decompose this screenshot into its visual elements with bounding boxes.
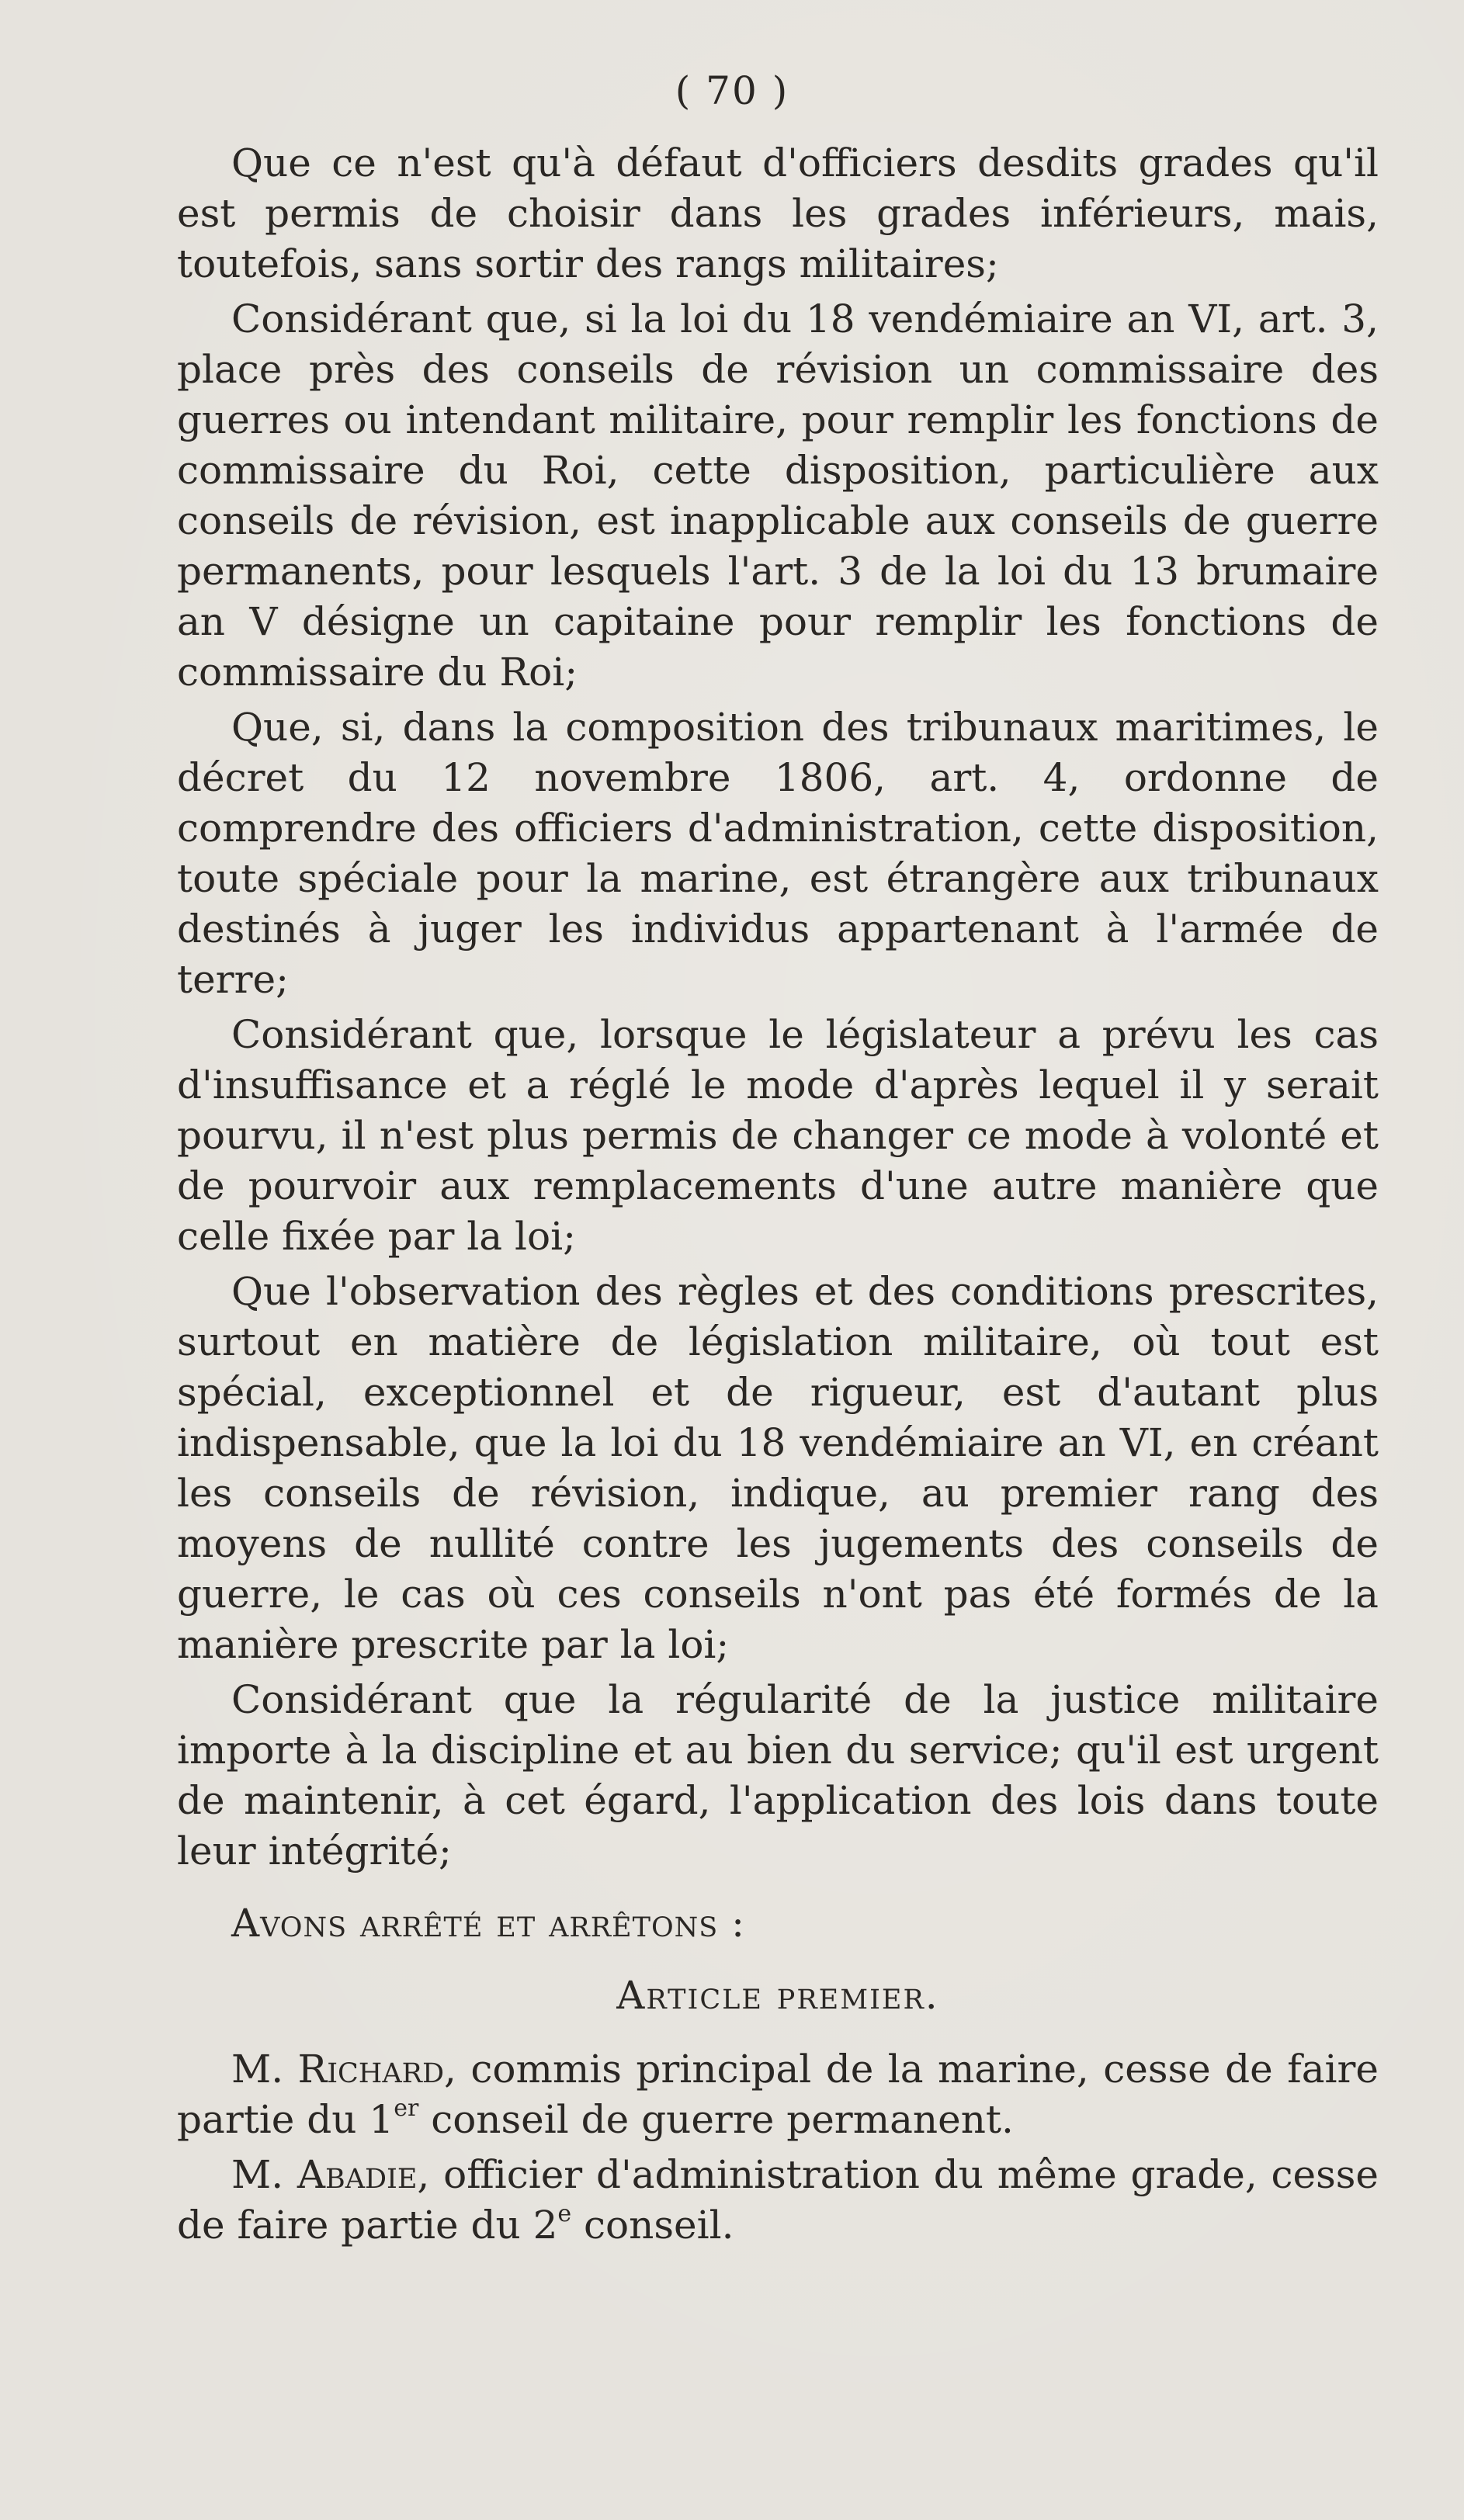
article-text: conseil. (571, 2203, 734, 2248)
person-name: Abadie (297, 2152, 418, 2197)
ordinal-superscript: er (394, 2095, 419, 2122)
paragraph: Considérant que, si la loi du 18 vendémiaire an VI, art. 3, place près des conseils de révision un commissaire des guerres ou intendant militaire, pour remplir les fonctions de commissaire du Roi, cette disposition, particulière aux conseils de révision, est inapplicable aux conseils de guerre permanents, pour lesquels l'art. 3 de la loi du 13 brumaire an V désigne un capitaine pour remplir les fonctions de commissaire du Roi; (177, 296, 1379, 695)
article-text: , commis principal de la marine, cesse de faire partie du 1 (177, 2047, 1379, 2142)
decree-formula: Avons arrêté et arrêtons : (231, 1901, 745, 1946)
paragraph: Considérant que la régularité de la justice militaire importe à la discipline et au bien du service; qu'il est urgent de maintenir, à cet égard, l'application des lois dans toute leur intégrité; (177, 1677, 1379, 1874)
body-text (177, 138, 1379, 2255)
paragraph: Que, si, dans la composition des tribunaux maritimes, le décret du 12 novembre 1806, art. 4, ordonne de comprendre des officiers d'administration, cette disposition, toute spéciale pour la marine, est étrangère aux tribunaux destinés à juger les individus appartenant à l'armée de terre; (177, 705, 1379, 1002)
article-text: , officier d'administration du même grade, cesse de faire partie du 2 (177, 2152, 1379, 2248)
person-name: Richard (297, 2047, 445, 2092)
ordinal-superscript: e (557, 2200, 572, 2227)
paragraph: Considérant que, lorsque le législateur a prévu les cas d'insuffisance et a réglé le mode d'après lequel il y serait pourvu, il n'est plus permis de changer ce mode à volonté et de pourvoir aux remplacements d'une autre manière que celle fixée par la loi; (177, 1012, 1379, 1259)
article-heading: Article premier. (616, 1973, 939, 2018)
article-prefix: M. (231, 2152, 284, 2197)
article-paragraph (177, 2044, 1379, 2145)
page-number: ( 70 ) (675, 68, 789, 113)
paragraph: Que l'observation des règles et des conditions prescrites, surtout en matière de législation militaire, où tout est spécial, exceptionnel et de rigueur, est d'autant plus indispensable, que la loi du 18 vendémiaire an VI, en créant les conseils de révision, indique, au premier rang des moyens de nullité contre les jugements des conseils de guerre, le cas où ces conseils n'ont pas été formés de la manière prescrite par la loi; (177, 1269, 1379, 1667)
article-text: conseil de guerre permanent. (418, 2097, 1014, 2142)
article-paragraph (177, 2150, 1379, 2251)
paragraph: Que ce n'est qu'à défaut d'officiers desdits grades qu'il est permis de choisir dans les grades inférieurs, mais, toutefois, sans sortir des rangs militaires; (177, 140, 1379, 286)
article-prefix: M. (231, 2047, 284, 2092)
